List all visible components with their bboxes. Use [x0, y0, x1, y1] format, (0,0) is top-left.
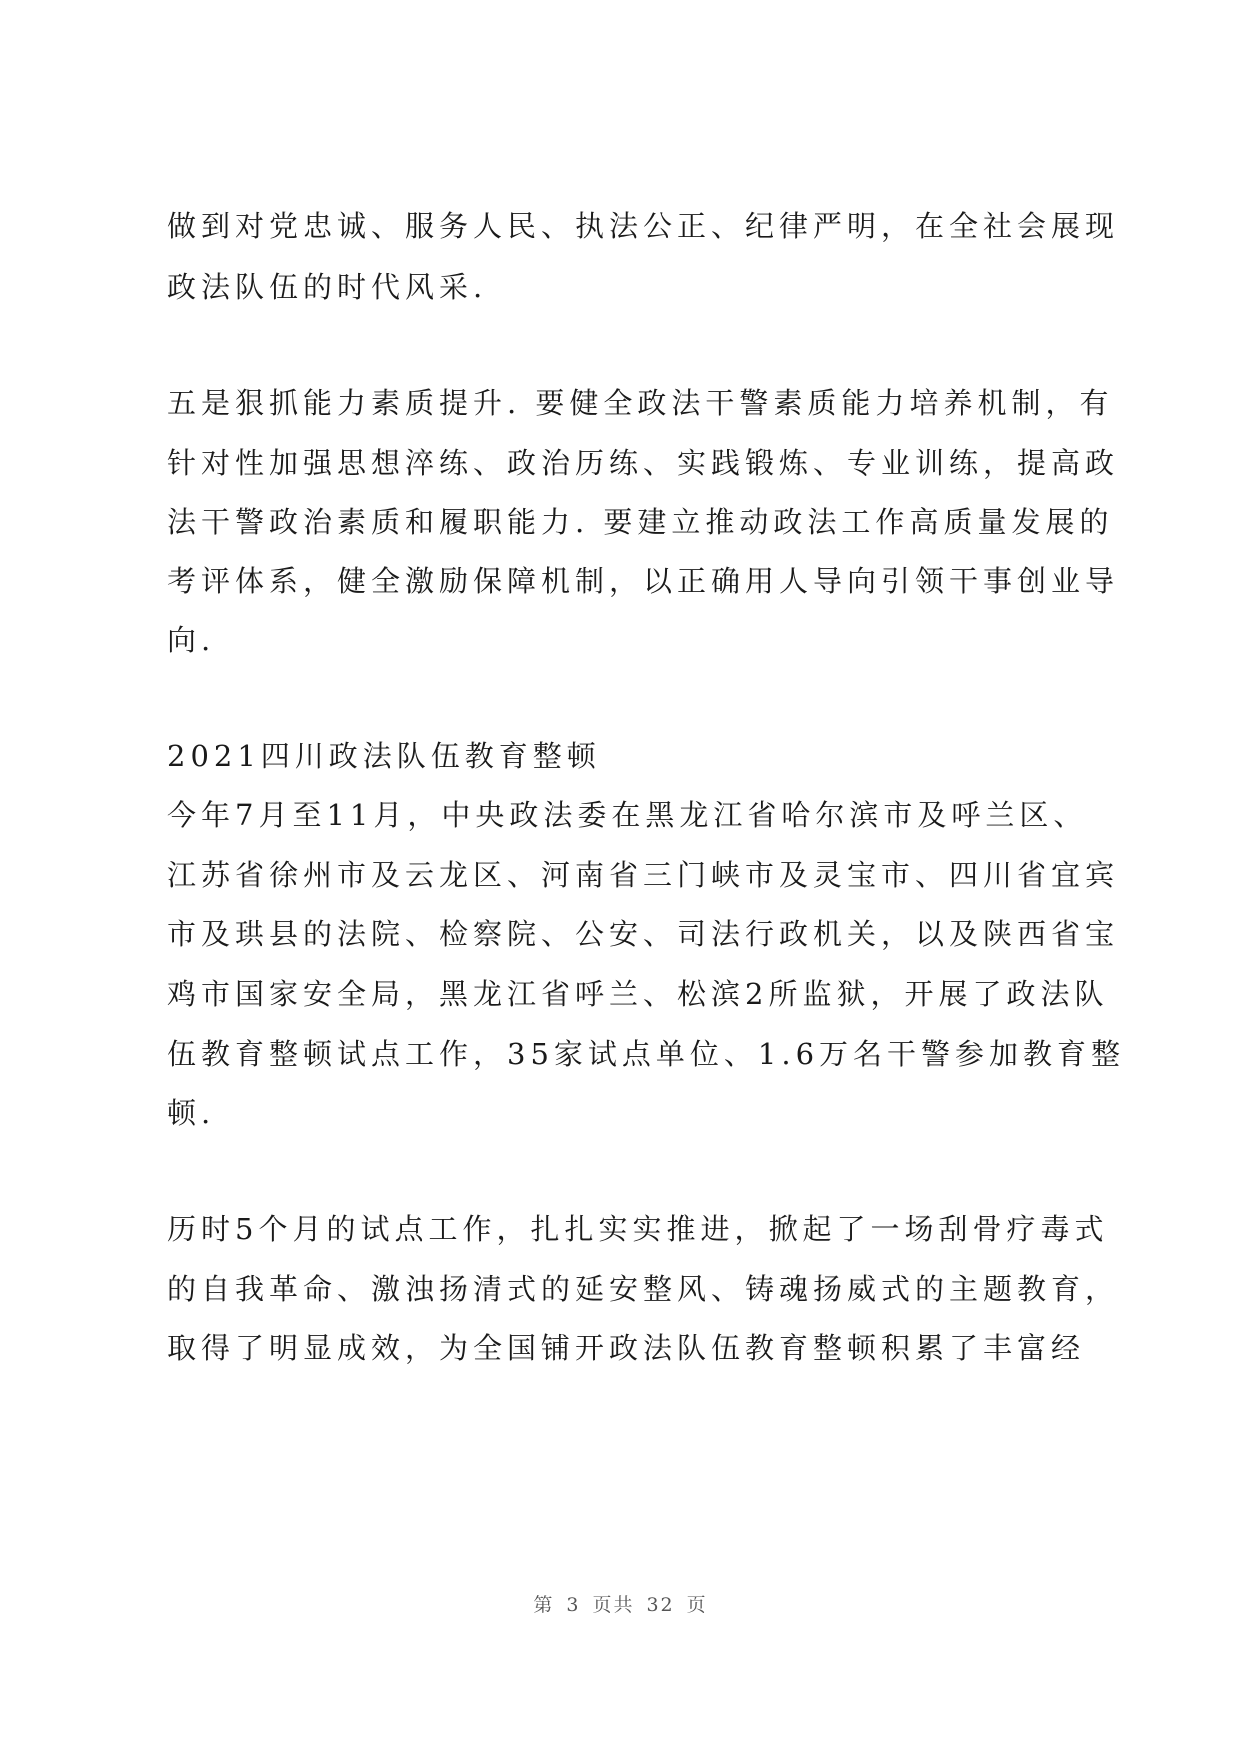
footer-suffix: 页 — [686, 1594, 708, 1616]
footer-prefix: 第 — [533, 1594, 555, 1616]
paragraph-2-line-2: 针对性加强思想淬练、政治历练、实践锻炼、专业训练，提高政 — [167, 446, 1120, 480]
paragraph-2-line-1: 五是狠抓能力素质提升. 要健全政法干警素质能力培养机制，有 — [167, 386, 1114, 420]
paragraph-3-line-3: 市及珙县的法院、检察院、公安、司法行政机关，以及陕西省宝 — [167, 917, 1120, 951]
paragraph-4-line-1: 历时5个月的试点工作，扎扎实实推进，掀起了一场刮骨疗毒式 — [167, 1212, 1109, 1246]
paragraph-1-line-1: 做到对党忠诚、服务人民、执法公正、纪律严明，在全社会展现 — [167, 209, 1120, 243]
paragraph-2-line-5: 向. — [167, 623, 216, 657]
section-heading: 2021四川政法队伍教育整顿 — [167, 739, 601, 773]
page-footer — [0, 1590, 1241, 1617]
paragraph-3-line-1: 今年7月至11月，中央政法委在黑龙江省哈尔滨市及呼兰区、 — [167, 798, 1088, 832]
current-page-number: 3 — [566, 1594, 581, 1616]
footer-middle: 页共 — [592, 1594, 635, 1616]
paragraph-4-line-3: 取得了明显成效，为全国铺开政法队伍教育整顿积累了丰富经 — [167, 1331, 1086, 1365]
paragraph-3-line-4: 鸡市国家安全局，黑龙江省呼兰、松滨2所监狱，开展了政法队 — [167, 977, 1109, 1011]
paragraph-3-line-5: 伍教育整顿试点工作，35家试点单位、1.6万名干警参加教育整 — [167, 1037, 1126, 1071]
paragraph-3-line-2: 江苏省徐州市及云龙区、河南省三门峡市及灵宝市、四川省宜宾 — [167, 858, 1120, 892]
paragraph-3-line-6: 顿. — [167, 1096, 216, 1130]
paragraph-4-line-2: 的自我革命、激浊扬清式的延安整风、铸魂扬威式的主题教育， — [167, 1272, 1120, 1306]
total-pages-number: 32 — [646, 1594, 675, 1616]
paragraph-1-line-2: 政法队伍的时代风采. — [167, 270, 488, 304]
paragraph-2-line-4: 考评体系，健全激励保障机制，以正确用人导向引领干事创业导 — [167, 564, 1120, 598]
paragraph-2-line-3: 法干警政治素质和履职能力. 要建立推动政法工作高质量发展的 — [167, 505, 1114, 539]
